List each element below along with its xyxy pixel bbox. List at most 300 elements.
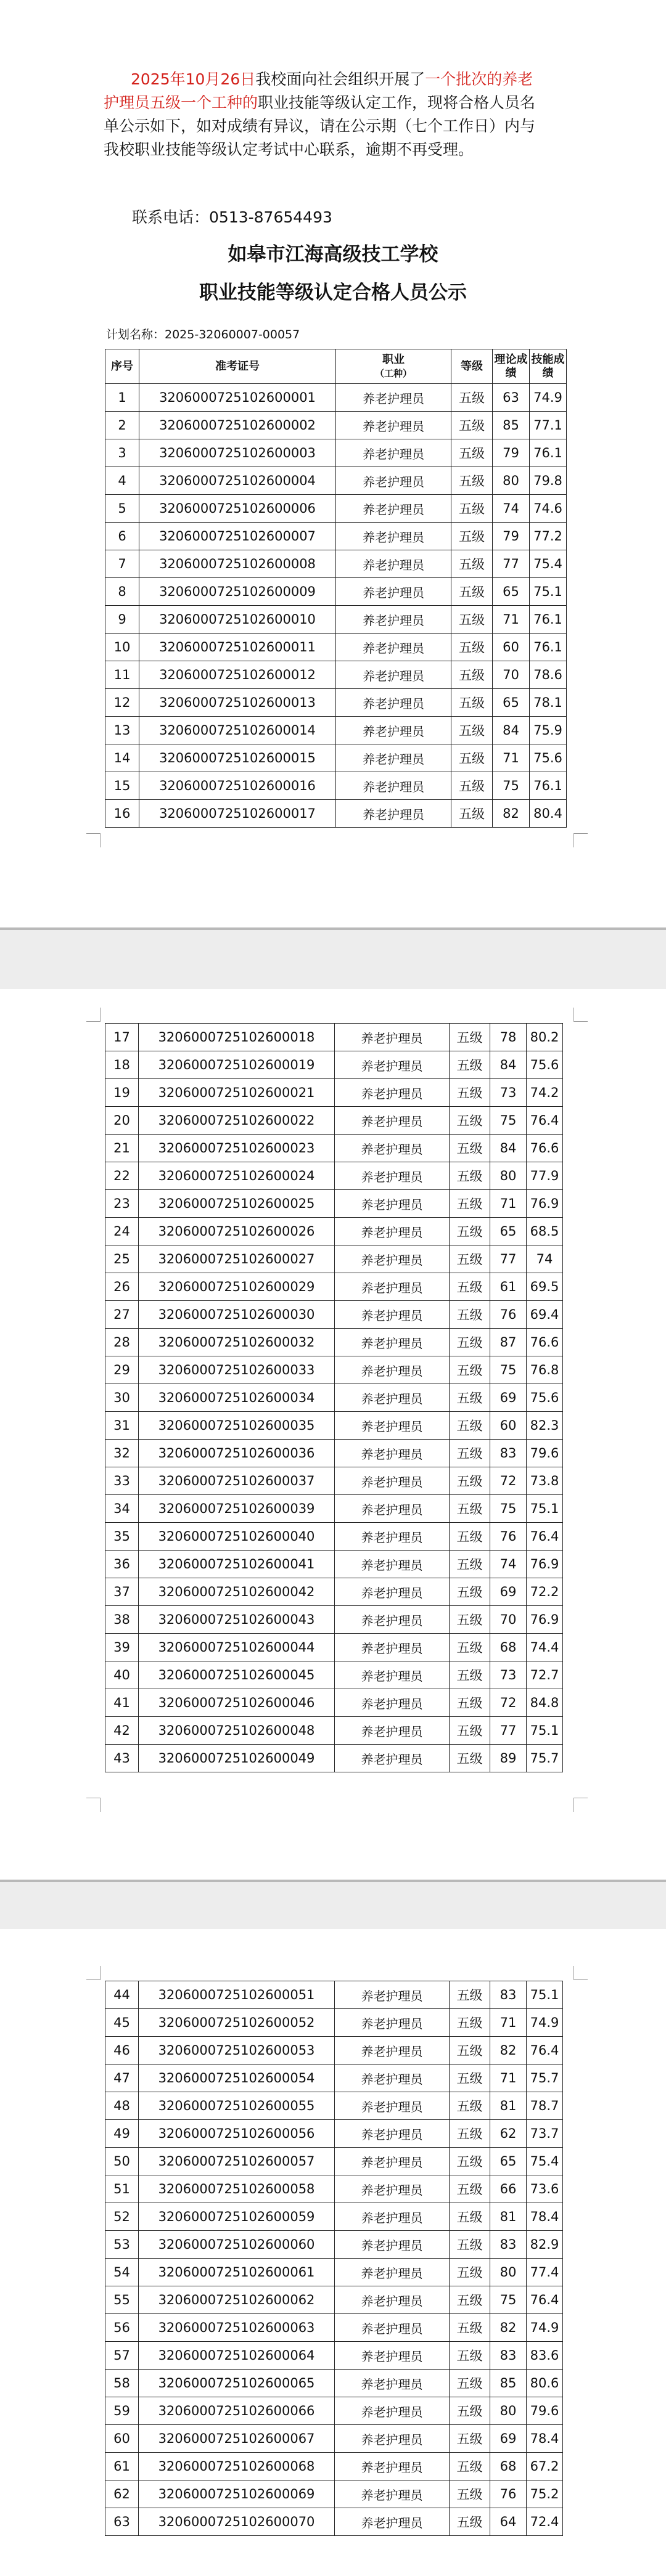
- row-job: 养老护理员: [335, 2064, 450, 2092]
- row-job: 养老护理员: [335, 2425, 450, 2453]
- row-job: 养老护理员: [336, 800, 451, 828]
- row-seq: 13: [105, 717, 139, 744]
- row-skill-score: 75.6: [527, 1051, 563, 1079]
- row-theory-score: 89: [490, 1745, 527, 1772]
- row-theory-score: 74: [490, 1551, 527, 1578]
- row-exam-id: 3206000725102600006: [139, 495, 336, 523]
- row-level: 五级: [450, 2092, 490, 2120]
- row-exam-id: 3206000725102600003: [139, 439, 336, 467]
- row-seq: 17: [105, 1024, 139, 1051]
- row-exam-id: 3206000725102600054: [139, 2064, 335, 2092]
- row-theory-score: 61: [490, 1273, 527, 1301]
- row-exam-id: 3206000725102600007: [139, 523, 336, 550]
- row-theory-score: 83: [490, 2342, 527, 2370]
- table-row: [105, 2314, 563, 2342]
- table-row: [105, 2425, 563, 2453]
- row-seq: 54: [105, 2259, 139, 2286]
- row-skill-score: 75.1: [527, 1981, 563, 2009]
- row-skill-score: 74.2: [527, 1079, 563, 1107]
- row-exam-id: 3206000725102600043: [139, 1606, 335, 1634]
- page-gap: [0, 927, 666, 989]
- row-level: 五级: [450, 1245, 490, 1273]
- table-row: [105, 606, 567, 634]
- row-job: 养老护理员: [335, 1689, 450, 1717]
- row-exam-id: 3206000725102600010: [139, 606, 336, 634]
- row-level: 五级: [450, 1606, 490, 1634]
- row-level: 五级: [451, 744, 493, 772]
- row-exam-id: 3206000725102600048: [139, 1717, 335, 1745]
- table-row: [105, 412, 567, 439]
- row-theory-score: 73: [490, 1079, 527, 1107]
- row-exam-id: 3206000725102600057: [139, 2148, 335, 2175]
- row-exam-id: 3206000725102600037: [139, 1467, 335, 1495]
- row-theory-score: 72: [490, 1467, 527, 1495]
- row-job: 养老护理员: [336, 661, 451, 689]
- row-seq: 38: [105, 1606, 139, 1634]
- row-job: 养老护理员: [335, 1024, 450, 1051]
- row-exam-id: 3206000725102600032: [139, 1329, 335, 1356]
- row-level: 五级: [450, 1162, 490, 1190]
- header-seq: 序号: [105, 349, 139, 384]
- row-theory-score: 80: [490, 2259, 527, 2286]
- row-job: 养老护理员: [335, 1273, 450, 1301]
- row-job: 养老护理员: [336, 717, 451, 744]
- row-skill-score: 76.1: [530, 634, 567, 661]
- row-level: 五级: [451, 800, 493, 828]
- row-theory-score: 82: [490, 2314, 527, 2342]
- crop-mark: [574, 833, 588, 847]
- row-seq: 36: [105, 1551, 139, 1578]
- row-skill-score: 83.6: [527, 2342, 563, 2370]
- table-row: [105, 1135, 563, 1162]
- row-theory-score: 81: [490, 2203, 527, 2231]
- row-exam-id: 3206000725102600064: [139, 2342, 335, 2370]
- table-row: [105, 550, 567, 578]
- row-skill-score: 75.1: [527, 1495, 563, 1523]
- notice-red-text: 护理员五级一个工种的: [104, 94, 258, 112]
- row-level: 五级: [450, 2148, 490, 2175]
- row-skill-score: 75.9: [530, 717, 567, 744]
- row-seq: 12: [105, 689, 139, 717]
- row-seq: 3: [105, 439, 139, 467]
- row-seq: 21: [105, 1135, 139, 1162]
- row-exam-id: 3206000725102600033: [139, 1356, 335, 1384]
- table-row: [105, 2120, 563, 2148]
- crop-mark: [86, 1008, 101, 1022]
- row-skill-score: 68.5: [527, 1218, 563, 1245]
- row-seq: 60: [105, 2425, 139, 2453]
- row-skill-score: 76.4: [527, 2037, 563, 2064]
- row-level: 五级: [450, 2342, 490, 2370]
- row-skill-score: 78.6: [530, 661, 567, 689]
- result-table-3: [105, 1981, 563, 2536]
- table-row: [105, 1467, 563, 1495]
- row-theory-score: 78: [490, 1024, 527, 1051]
- table-row: [105, 1051, 563, 1079]
- row-level: 五级: [451, 550, 493, 578]
- row-job: 养老护理员: [335, 1523, 450, 1551]
- row-seq: 41: [105, 1689, 139, 1717]
- row-theory-score: 62: [490, 2120, 527, 2148]
- row-job: 养老护理员: [335, 1440, 450, 1467]
- row-skill-score: 79.6: [527, 1440, 563, 1467]
- header-id: 准考证号: [139, 349, 336, 384]
- row-exam-id: 3206000725102600045: [139, 1661, 335, 1689]
- table-row: [105, 467, 567, 495]
- row-seq: 44: [105, 1981, 139, 2009]
- row-exam-id: 3206000725102600049: [139, 1745, 335, 1772]
- notice-text: 我校职业技能等级认定考试中心联系，逾期不再受理。: [104, 141, 474, 158]
- row-seq: 49: [105, 2120, 139, 2148]
- row-exam-id: 3206000725102600001: [139, 384, 336, 412]
- table-row: [105, 689, 567, 717]
- crop-mark: [574, 1008, 588, 1022]
- row-level: 五级: [450, 1135, 490, 1162]
- row-job: 养老护理员: [335, 2480, 450, 2508]
- row-seq: 48: [105, 2092, 139, 2120]
- row-job: 养老护理员: [335, 1745, 450, 1772]
- result-table-2: [105, 1023, 563, 1772]
- row-level: 五级: [451, 523, 493, 550]
- row-skill-score: 79.6: [527, 2397, 563, 2425]
- row-theory-score: 71: [490, 1190, 527, 1218]
- row-seq: 40: [105, 1661, 139, 1689]
- table-row: [105, 2259, 563, 2286]
- row-level: 五级: [450, 2009, 490, 2037]
- row-skill-score: 77.4: [527, 2259, 563, 2286]
- row-theory-score: 83: [490, 2231, 527, 2259]
- row-exam-id: 3206000725102600008: [139, 550, 336, 578]
- table-row: [105, 1384, 563, 1412]
- row-skill-score: 75.4: [527, 2148, 563, 2175]
- row-level: 五级: [451, 412, 493, 439]
- row-seq: 5: [105, 495, 139, 523]
- row-theory-score: 79: [493, 523, 530, 550]
- row-job: 养老护理员: [335, 1384, 450, 1412]
- row-exam-id: 3206000725102600034: [139, 1384, 335, 1412]
- table-body-1: [105, 384, 567, 828]
- row-job: 养老护理员: [336, 384, 451, 412]
- row-level: 五级: [450, 1689, 490, 1717]
- row-seq: 62: [105, 2480, 139, 2508]
- row-job: 养老护理员: [335, 1135, 450, 1162]
- row-job: 养老护理员: [335, 1981, 450, 2009]
- table-row: [105, 1356, 563, 1384]
- row-job: 养老护理员: [336, 439, 451, 467]
- row-level: 五级: [451, 384, 493, 412]
- table-body-3: [105, 1981, 563, 2536]
- row-level: 五级: [451, 634, 493, 661]
- row-level: 五级: [450, 2286, 490, 2314]
- row-level: 五级: [450, 1717, 490, 1745]
- row-job: 养老护理员: [335, 1079, 450, 1107]
- row-level: 五级: [450, 2064, 490, 2092]
- row-theory-score: 77: [493, 550, 530, 578]
- row-skill-score: 76.9: [527, 1190, 563, 1218]
- table-row: [105, 523, 567, 550]
- row-skill-score: 75.1: [527, 1717, 563, 1745]
- row-level: 五级: [450, 1329, 490, 1356]
- row-job: 养老护理员: [335, 1301, 450, 1329]
- row-seq: 1: [105, 384, 139, 412]
- row-skill-score: 78.4: [527, 2203, 563, 2231]
- row-seq: 35: [105, 1523, 139, 1551]
- row-theory-score: 60: [490, 1412, 527, 1440]
- row-level: 五级: [450, 2175, 490, 2203]
- row-exam-id: 3206000725102600036: [139, 1440, 335, 1467]
- table-row: [105, 384, 567, 412]
- row-exam-id: 3206000725102600011: [139, 634, 336, 661]
- row-level: 五级: [451, 772, 493, 800]
- row-exam-id: 3206000725102600030: [139, 1301, 335, 1329]
- row-theory-score: 79: [493, 439, 530, 467]
- table-row: [105, 1523, 563, 1551]
- row-job: 养老护理员: [335, 2397, 450, 2425]
- row-job: 养老护理员: [335, 1606, 450, 1634]
- table-row: [105, 1107, 563, 1135]
- row-exam-id: 3206000725102600046: [139, 1689, 335, 1717]
- row-exam-id: 3206000725102600019: [139, 1051, 335, 1079]
- row-theory-score: 75: [490, 1495, 527, 1523]
- row-exam-id: 3206000725102600061: [139, 2259, 335, 2286]
- row-theory-score: 84: [490, 1135, 527, 1162]
- table-row: [105, 1495, 563, 1523]
- row-skill-score: 72.2: [527, 1578, 563, 1606]
- row-theory-score: 60: [493, 634, 530, 661]
- row-seq: 42: [105, 1717, 139, 1745]
- row-skill-score: 78.7: [527, 2092, 563, 2120]
- row-seq: 47: [105, 2064, 139, 2092]
- row-skill-score: 84.8: [527, 1689, 563, 1717]
- row-theory-score: 69: [490, 2425, 527, 2453]
- table-row: [105, 1218, 563, 1245]
- row-level: 五级: [450, 1024, 490, 1051]
- row-level: 五级: [450, 1384, 490, 1412]
- page-3: [0, 1929, 666, 2576]
- row-exam-id: 3206000725102600012: [139, 661, 336, 689]
- row-skill-score: 74: [527, 1245, 563, 1273]
- row-job: 养老护理员: [335, 1356, 450, 1384]
- crop-mark: [86, 1966, 101, 1980]
- row-level: 五级: [450, 1356, 490, 1384]
- row-exam-id: 3206000725102600014: [139, 717, 336, 744]
- row-skill-score: 74.6: [530, 495, 567, 523]
- row-exam-id: 3206000725102600035: [139, 1412, 335, 1440]
- row-theory-score: 82: [493, 800, 530, 828]
- row-level: 五级: [451, 495, 493, 523]
- row-job: 养老护理员: [336, 550, 451, 578]
- row-exam-id: 3206000725102600016: [139, 772, 336, 800]
- row-skill-score: 74.4: [527, 1634, 563, 1661]
- notice-text: 职业技能等级认定工作，现将合格人员名: [258, 94, 536, 112]
- row-theory-score: 80: [490, 1162, 527, 1190]
- row-skill-score: 75.2: [527, 2480, 563, 2508]
- table-row: [105, 1578, 563, 1606]
- row-theory-score: 71: [490, 2009, 527, 2037]
- row-seq: 51: [105, 2175, 139, 2203]
- row-level: 五级: [450, 2259, 490, 2286]
- table-row: [105, 2342, 563, 2370]
- table-row: [105, 1301, 563, 1329]
- school-name: 如皋市江海高级技工学校: [228, 243, 438, 266]
- row-seq: 22: [105, 1162, 139, 1190]
- row-level: 五级: [450, 2120, 490, 2148]
- row-exam-id: 3206000725102600009: [139, 578, 336, 606]
- row-level: 五级: [450, 1578, 490, 1606]
- contact-phone: 联系电话：0513-87654493: [132, 208, 332, 226]
- table-row: [105, 2009, 563, 2037]
- row-theory-score: 77: [490, 1717, 527, 1745]
- row-exam-id: 3206000725102600029: [139, 1273, 335, 1301]
- row-level: 五级: [450, 2508, 490, 2536]
- row-theory-score: 65: [490, 1218, 527, 1245]
- row-skill-score: 75.7: [527, 1745, 563, 1772]
- row-theory-score: 70: [490, 1606, 527, 1634]
- table-row: [105, 1981, 563, 2009]
- notice-paragraph: [104, 68, 591, 161]
- notice-title: 职业技能等级认定合格人员公示: [199, 282, 467, 304]
- row-exam-id: 3206000725102600039: [139, 1495, 335, 1523]
- row-theory-score: 83: [490, 1981, 527, 2009]
- row-seq: 57: [105, 2342, 139, 2370]
- row-job: 养老护理员: [335, 2231, 450, 2259]
- header-theory: 理论成绩: [493, 349, 530, 384]
- row-exam-id: 3206000725102600015: [139, 744, 336, 772]
- table-row: [105, 634, 567, 661]
- row-level: 五级: [450, 2480, 490, 2508]
- row-exam-id: 3206000725102600053: [139, 2037, 335, 2064]
- row-seq: 2: [105, 412, 139, 439]
- row-theory-score: 77: [490, 1245, 527, 1273]
- row-exam-id: 3206000725102600063: [139, 2314, 335, 2342]
- row-theory-score: 69: [490, 1384, 527, 1412]
- row-job: 养老护理员: [336, 634, 451, 661]
- row-level: 五级: [450, 1273, 490, 1301]
- row-skill-score: 67.2: [527, 2453, 563, 2480]
- row-seq: 30: [105, 1384, 139, 1412]
- notice-red-text: 一个批次的养老: [425, 70, 533, 88]
- row-skill-score: 69.4: [527, 1301, 563, 1329]
- row-job: 养老护理员: [335, 2092, 450, 2120]
- row-theory-score: 63: [493, 384, 530, 412]
- row-job: 养老护理员: [335, 1412, 450, 1440]
- row-exam-id: 3206000725102600056: [139, 2120, 335, 2148]
- row-seq: 19: [105, 1079, 139, 1107]
- row-exam-id: 3206000725102600027: [139, 1245, 335, 1273]
- row-theory-score: 84: [493, 717, 530, 744]
- page-gap: [0, 1880, 666, 1929]
- row-level: 五级: [450, 2314, 490, 2342]
- row-skill-score: 76.1: [530, 772, 567, 800]
- row-skill-score: 76.4: [527, 2286, 563, 2314]
- row-level: 五级: [450, 1523, 490, 1551]
- row-exam-id: 3206000725102600051: [139, 1981, 335, 2009]
- row-job: 养老护理员: [335, 1634, 450, 1661]
- table-row: [105, 1551, 563, 1578]
- crop-mark: [574, 1798, 588, 1812]
- row-theory-score: 83: [490, 1440, 527, 1467]
- row-job: 养老护理员: [336, 744, 451, 772]
- row-skill-score: 76.4: [527, 1523, 563, 1551]
- row-theory-score: 66: [490, 2175, 527, 2203]
- row-level: 五级: [450, 1661, 490, 1689]
- row-job: 养老护理员: [335, 1551, 450, 1578]
- row-theory-score: 87: [490, 1329, 527, 1356]
- row-job: 养老护理员: [336, 412, 451, 439]
- row-skill-score: 72.7: [527, 1661, 563, 1689]
- notice-date: 2025年10月26日: [131, 70, 256, 88]
- table-row: [105, 800, 567, 828]
- row-level: 五级: [450, 1079, 490, 1107]
- plan-name: 计划名称：2025-32060007-00057: [106, 328, 300, 341]
- row-level: 五级: [450, 2203, 490, 2231]
- row-job: 养老护理员: [335, 2370, 450, 2397]
- row-seq: 55: [105, 2286, 139, 2314]
- row-job: 养老护理员: [335, 1051, 450, 1079]
- row-exam-id: 3206000725102600070: [139, 2508, 335, 2536]
- row-seq: 32: [105, 1440, 139, 1467]
- row-job: 养老护理员: [335, 1245, 450, 1273]
- row-level: 五级: [450, 2453, 490, 2480]
- table-row: [105, 661, 567, 689]
- row-skill-score: 76.6: [527, 1135, 563, 1162]
- row-exam-id: 3206000725102600066: [139, 2397, 335, 2425]
- table-row: [105, 2370, 563, 2397]
- row-level: 五级: [451, 689, 493, 717]
- row-job: 养老护理员: [335, 1661, 450, 1689]
- row-seq: 56: [105, 2314, 139, 2342]
- table-row: [105, 2397, 563, 2425]
- row-exam-id: 3206000725102600042: [139, 1578, 335, 1606]
- row-exam-id: 3206000725102600025: [139, 1190, 335, 1218]
- table-row: [105, 2286, 563, 2314]
- row-seq: 33: [105, 1467, 139, 1495]
- table-row: [105, 744, 567, 772]
- row-level: 五级: [450, 1107, 490, 1135]
- row-theory-score: 76: [490, 1523, 527, 1551]
- row-seq: 14: [105, 744, 139, 772]
- row-exam-id: 3206000725102600022: [139, 1107, 335, 1135]
- row-seq: 20: [105, 1107, 139, 1135]
- row-job: 养老护理员: [336, 467, 451, 495]
- row-level: 五级: [451, 578, 493, 606]
- row-skill-score: 76.8: [527, 1356, 563, 1384]
- table-body-2: [105, 1024, 563, 1772]
- row-level: 五级: [450, 1301, 490, 1329]
- table-row: [105, 1412, 563, 1440]
- row-job: 养老护理员: [335, 1495, 450, 1523]
- row-skill-score: 80.4: [530, 800, 567, 828]
- row-theory-score: 69: [490, 1578, 527, 1606]
- row-exam-id: 3206000725102600058: [139, 2175, 335, 2203]
- row-exam-id: 3206000725102600067: [139, 2425, 335, 2453]
- table-row: [105, 1162, 563, 1190]
- row-level: 五级: [450, 2370, 490, 2397]
- table-row: [105, 1717, 563, 1745]
- row-job: 养老护理员: [336, 495, 451, 523]
- row-skill-score: 76.9: [527, 1551, 563, 1578]
- row-level: 五级: [451, 467, 493, 495]
- row-theory-score: 68: [490, 1634, 527, 1661]
- row-exam-id: 3206000725102600002: [139, 412, 336, 439]
- table-row: [105, 1190, 563, 1218]
- row-skill-score: 82.3: [527, 1412, 563, 1440]
- row-theory-score: 65: [493, 689, 530, 717]
- row-skill-score: 73.8: [527, 1467, 563, 1495]
- row-exam-id: 3206000725102600044: [139, 1634, 335, 1661]
- table-row: [105, 1606, 563, 1634]
- row-seq: 27: [105, 1301, 139, 1329]
